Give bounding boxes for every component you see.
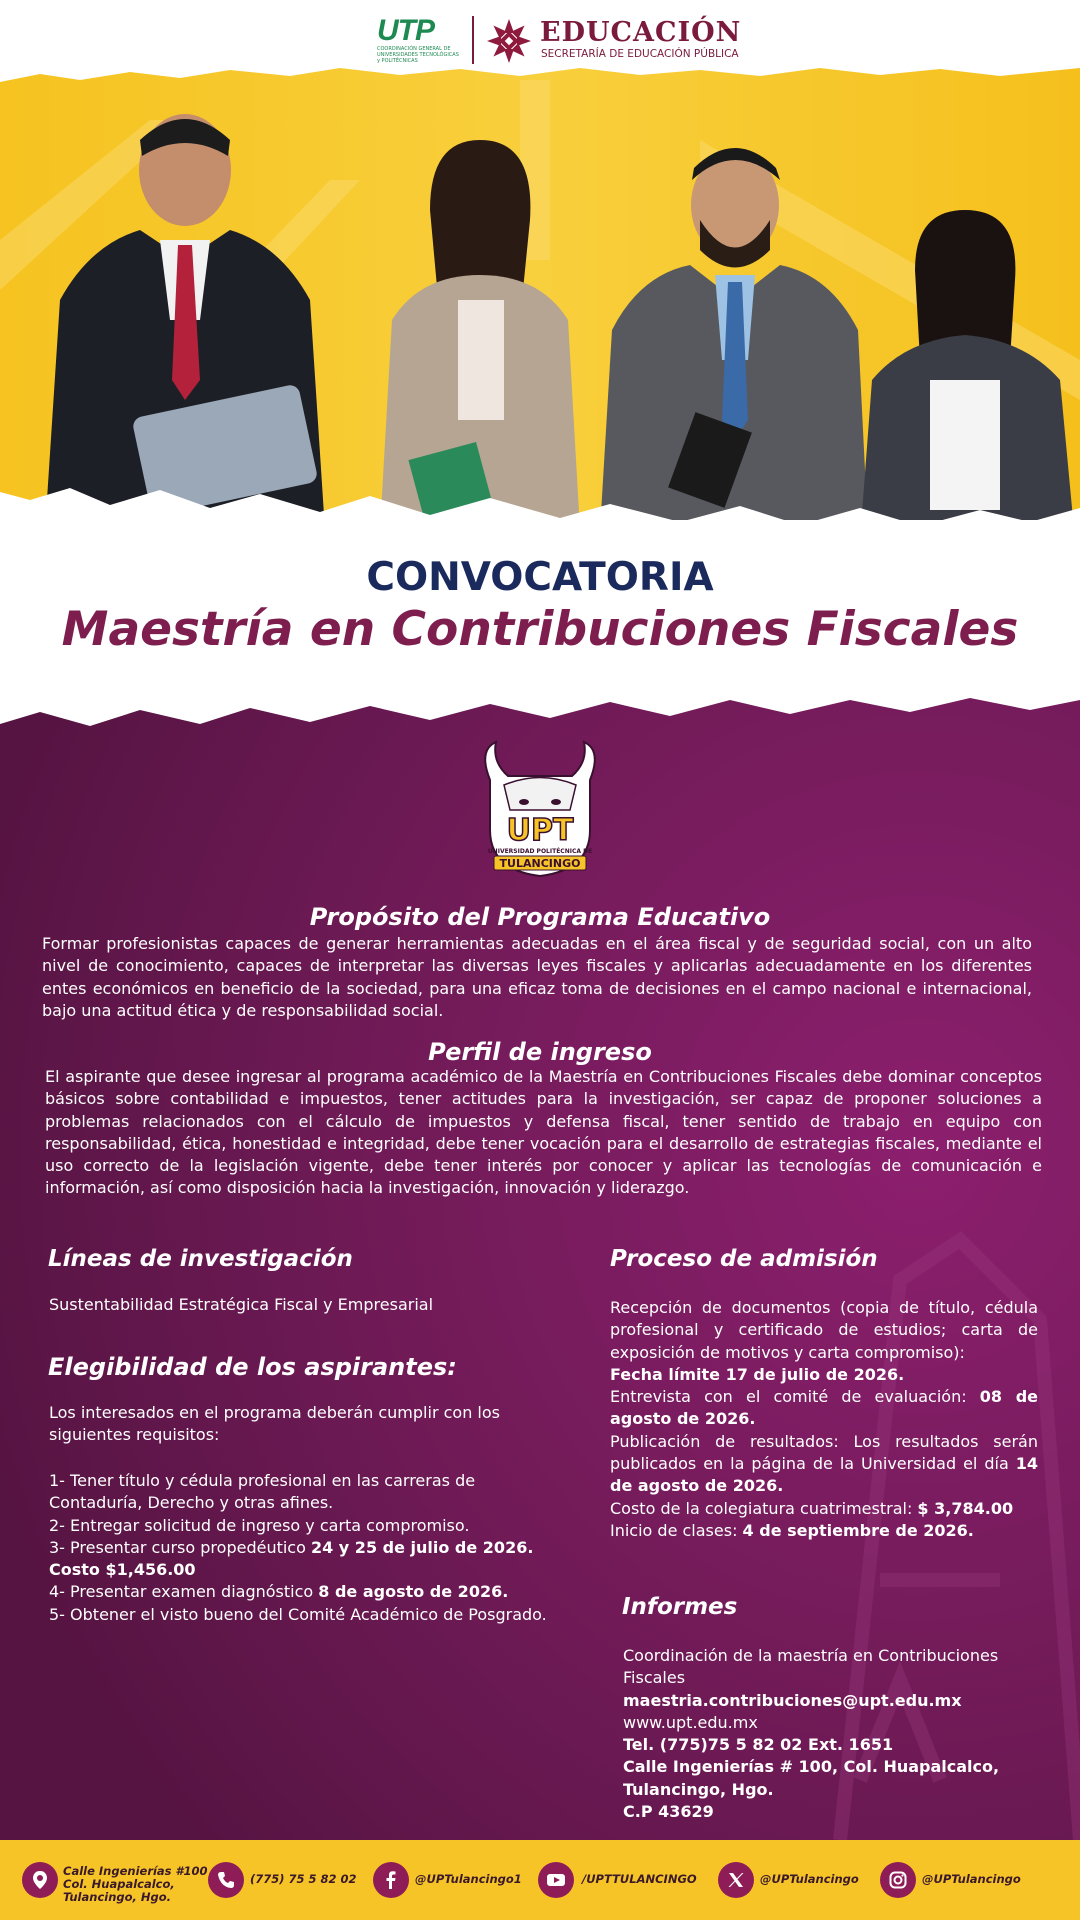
upt-logo-abbr: UPT bbox=[506, 813, 574, 848]
footer-facebook[interactable]: @UPTulancingo1 bbox=[415, 1872, 522, 1886]
footer-instagram[interactable]: @UPTulancingo bbox=[922, 1872, 1021, 1886]
info-text bbox=[623, 1645, 1043, 1823]
research-text: Sustentabilidad Estratégica Fiscal y Empresarial bbox=[49, 1295, 434, 1314]
item-text: 3- Presentar curso propedéutico bbox=[49, 1537, 311, 1557]
purpose-text: Formar profesionistas capaces de generar herramientas adecuadas en el área fiscal y de seguridad social, con un alto nivel de conocimiento, capaces de interpretar las diversas leyes fiscales y aplicarlas adecuadamente en los diferentes entes económicos en beneficio de la sociedad, para una eficaz toma de decisiones en el campo nacional e internacional, bajo una actitud ética y de responsabilidad social. bbox=[42, 934, 1032, 1020]
facebook-icon[interactable] bbox=[373, 1862, 409, 1898]
list-item: 5- Obtener el visto bueno del Comité Académico de Posgrado. bbox=[49, 1604, 547, 1624]
list-item: 1- Tener título y cédula profesional en las carreras de Contaduría, Derecho y otras afines. bbox=[49, 1471, 476, 1513]
footer-youtube[interactable]: /UPTTULANCINGO bbox=[582, 1872, 697, 1886]
footer-address-3: Tulancingo, Hgo. bbox=[63, 1890, 172, 1904]
admission-deadline: Fecha límite 17 de julio de 2026. bbox=[610, 1364, 905, 1384]
x-icon[interactable] bbox=[718, 1862, 754, 1898]
admission-results bbox=[610, 1431, 1038, 1498]
list-item bbox=[49, 1581, 549, 1603]
start-label: Inicio de clases: bbox=[610, 1520, 743, 1540]
profile-title: Perfil de ingreso bbox=[428, 1038, 652, 1066]
header-divider bbox=[472, 16, 474, 64]
info-coordination: Coordinación de la maestría en Contribuciones Fiscales bbox=[623, 1646, 999, 1688]
admission-docs: Recepción de documentos (copia de título, cédula profesional y certificado de estudios; carta de exposición de motivos y carta compromiso): bbox=[610, 1298, 1038, 1362]
info-website[interactable]: www.upt.edu.mx bbox=[623, 1712, 758, 1732]
eligibility-list bbox=[49, 1470, 549, 1626]
info-email[interactable]: maestria.contribuciones@upt.edu.mx bbox=[623, 1690, 962, 1710]
footer-x[interactable]: @UPTulancingo bbox=[760, 1872, 859, 1886]
info-postal-code: C.P 43629 bbox=[623, 1802, 714, 1822]
footer-address-2: Col. Huapalcalco, bbox=[63, 1877, 175, 1891]
info-title: Informes bbox=[622, 1594, 738, 1620]
item-text: 4- Presentar examen diagnóstico bbox=[49, 1582, 319, 1602]
edu-title: EDUCACIÓN bbox=[540, 17, 742, 48]
location-pin-icon bbox=[22, 1862, 58, 1898]
footer-address-1: Calle Ingenierías #100 bbox=[63, 1864, 208, 1878]
item-date: 8 de agosto de 2026. bbox=[318, 1582, 509, 1602]
hero-photo bbox=[0, 60, 1080, 580]
youtube-icon[interactable] bbox=[538, 1862, 574, 1898]
footer-phone: (775) 75 5 82 02 bbox=[250, 1872, 357, 1886]
item-date: 24 y 25 de julio de 2026. bbox=[310, 1537, 534, 1557]
item-cost: Costo $1,456.00 bbox=[49, 1560, 196, 1580]
instagram-icon[interactable] bbox=[880, 1862, 916, 1898]
phone-icon bbox=[208, 1862, 244, 1898]
upt-logo bbox=[478, 740, 602, 880]
info-address-2: Tulancingo, Hgo. bbox=[623, 1779, 774, 1799]
footer-address bbox=[63, 1865, 208, 1904]
info-phone: Tel. (775)75 5 82 02 Ext. 1651 bbox=[623, 1735, 894, 1755]
admission-start bbox=[610, 1520, 1038, 1542]
admission-title: Proceso de admisión bbox=[610, 1246, 878, 1272]
upt-logo-line2: TULANCINGO bbox=[499, 857, 581, 870]
admission-interview bbox=[610, 1386, 1038, 1431]
results-label: Publicación de resultados: Los resultados serán publicados en la página de la Universidad el día bbox=[610, 1431, 1038, 1474]
interview-date: 08 de agosto de 2026. bbox=[610, 1387, 1039, 1429]
utp-logo-text: UTP bbox=[377, 14, 434, 47]
research-title: Líneas de investigación bbox=[48, 1246, 353, 1272]
list-item: 2- Entregar solicitud de ingreso y carta compromiso. bbox=[49, 1515, 470, 1535]
edu-subtitle: SECRETARÍA DE EDUCACIÓN PÚBLICA bbox=[541, 48, 739, 60]
admission-text bbox=[610, 1297, 1038, 1542]
utp-logo-subtitle: COORDINACIÓN GENERAL DE UNIVERSIDADES TECNOLÓGICAS y POLITÉCNICAS bbox=[377, 46, 459, 64]
profile-text: El aspirante que desee ingresar al programa académico de la Maestría en Contribuciones Fiscales debe dominar conceptos básicos sobre contabilidad e impuestos, tener actitudes para la investigación, ser capaz de proponer soluciones a problemas relacionados con el cálculo de impuestos y defensa fiscal, tener sentido de trabajo en equipo con responsabilidad, ética, honestidad e integridad, debe tener vocación para el desarrollo de estrategias fiscales, mediante el uso correcto de la legislación vigente, debe tener interés por conocer y aplicar las tecnologías de comunicación e información, así como disposición hacia la investigación, innovación y liderazgo. bbox=[45, 1067, 1042, 1198]
footer bbox=[0, 1840, 1080, 1920]
utp-logo bbox=[377, 16, 459, 66]
info-address-1: Calle Ingenierías # 100, Col. Huapalcalco, bbox=[623, 1757, 1000, 1777]
eligibility-intro: Los interesados en el programa deberán cumplir con los siguientes requisitos: bbox=[49, 1403, 500, 1445]
start-date: 4 de septiembre de 2026. bbox=[742, 1520, 974, 1540]
eligibility-title: Elegibilidad de los aspirantes: bbox=[48, 1353, 457, 1381]
admission-cost bbox=[610, 1498, 1038, 1520]
cost-label: Costo de la colegiatura cuatrimestral: bbox=[610, 1498, 918, 1518]
purpose-title: Propósito del Programa Educativo bbox=[309, 903, 771, 931]
list-item bbox=[49, 1537, 549, 1582]
interview-label: Entrevista con el comité de evaluación: bbox=[610, 1387, 980, 1407]
results-date: 14 de agosto de 2026. bbox=[610, 1454, 1038, 1496]
program-title: Maestría en Contribuciones Fiscales bbox=[61, 602, 1019, 657]
page-title: CONVOCATORIA bbox=[366, 555, 714, 600]
upt-logo-line1: UNIVERSIDAD POLITÉCNICA DE bbox=[487, 848, 593, 855]
cost-value: $ 3,784.00 bbox=[917, 1498, 1014, 1518]
sep-logo-icon bbox=[486, 18, 532, 64]
